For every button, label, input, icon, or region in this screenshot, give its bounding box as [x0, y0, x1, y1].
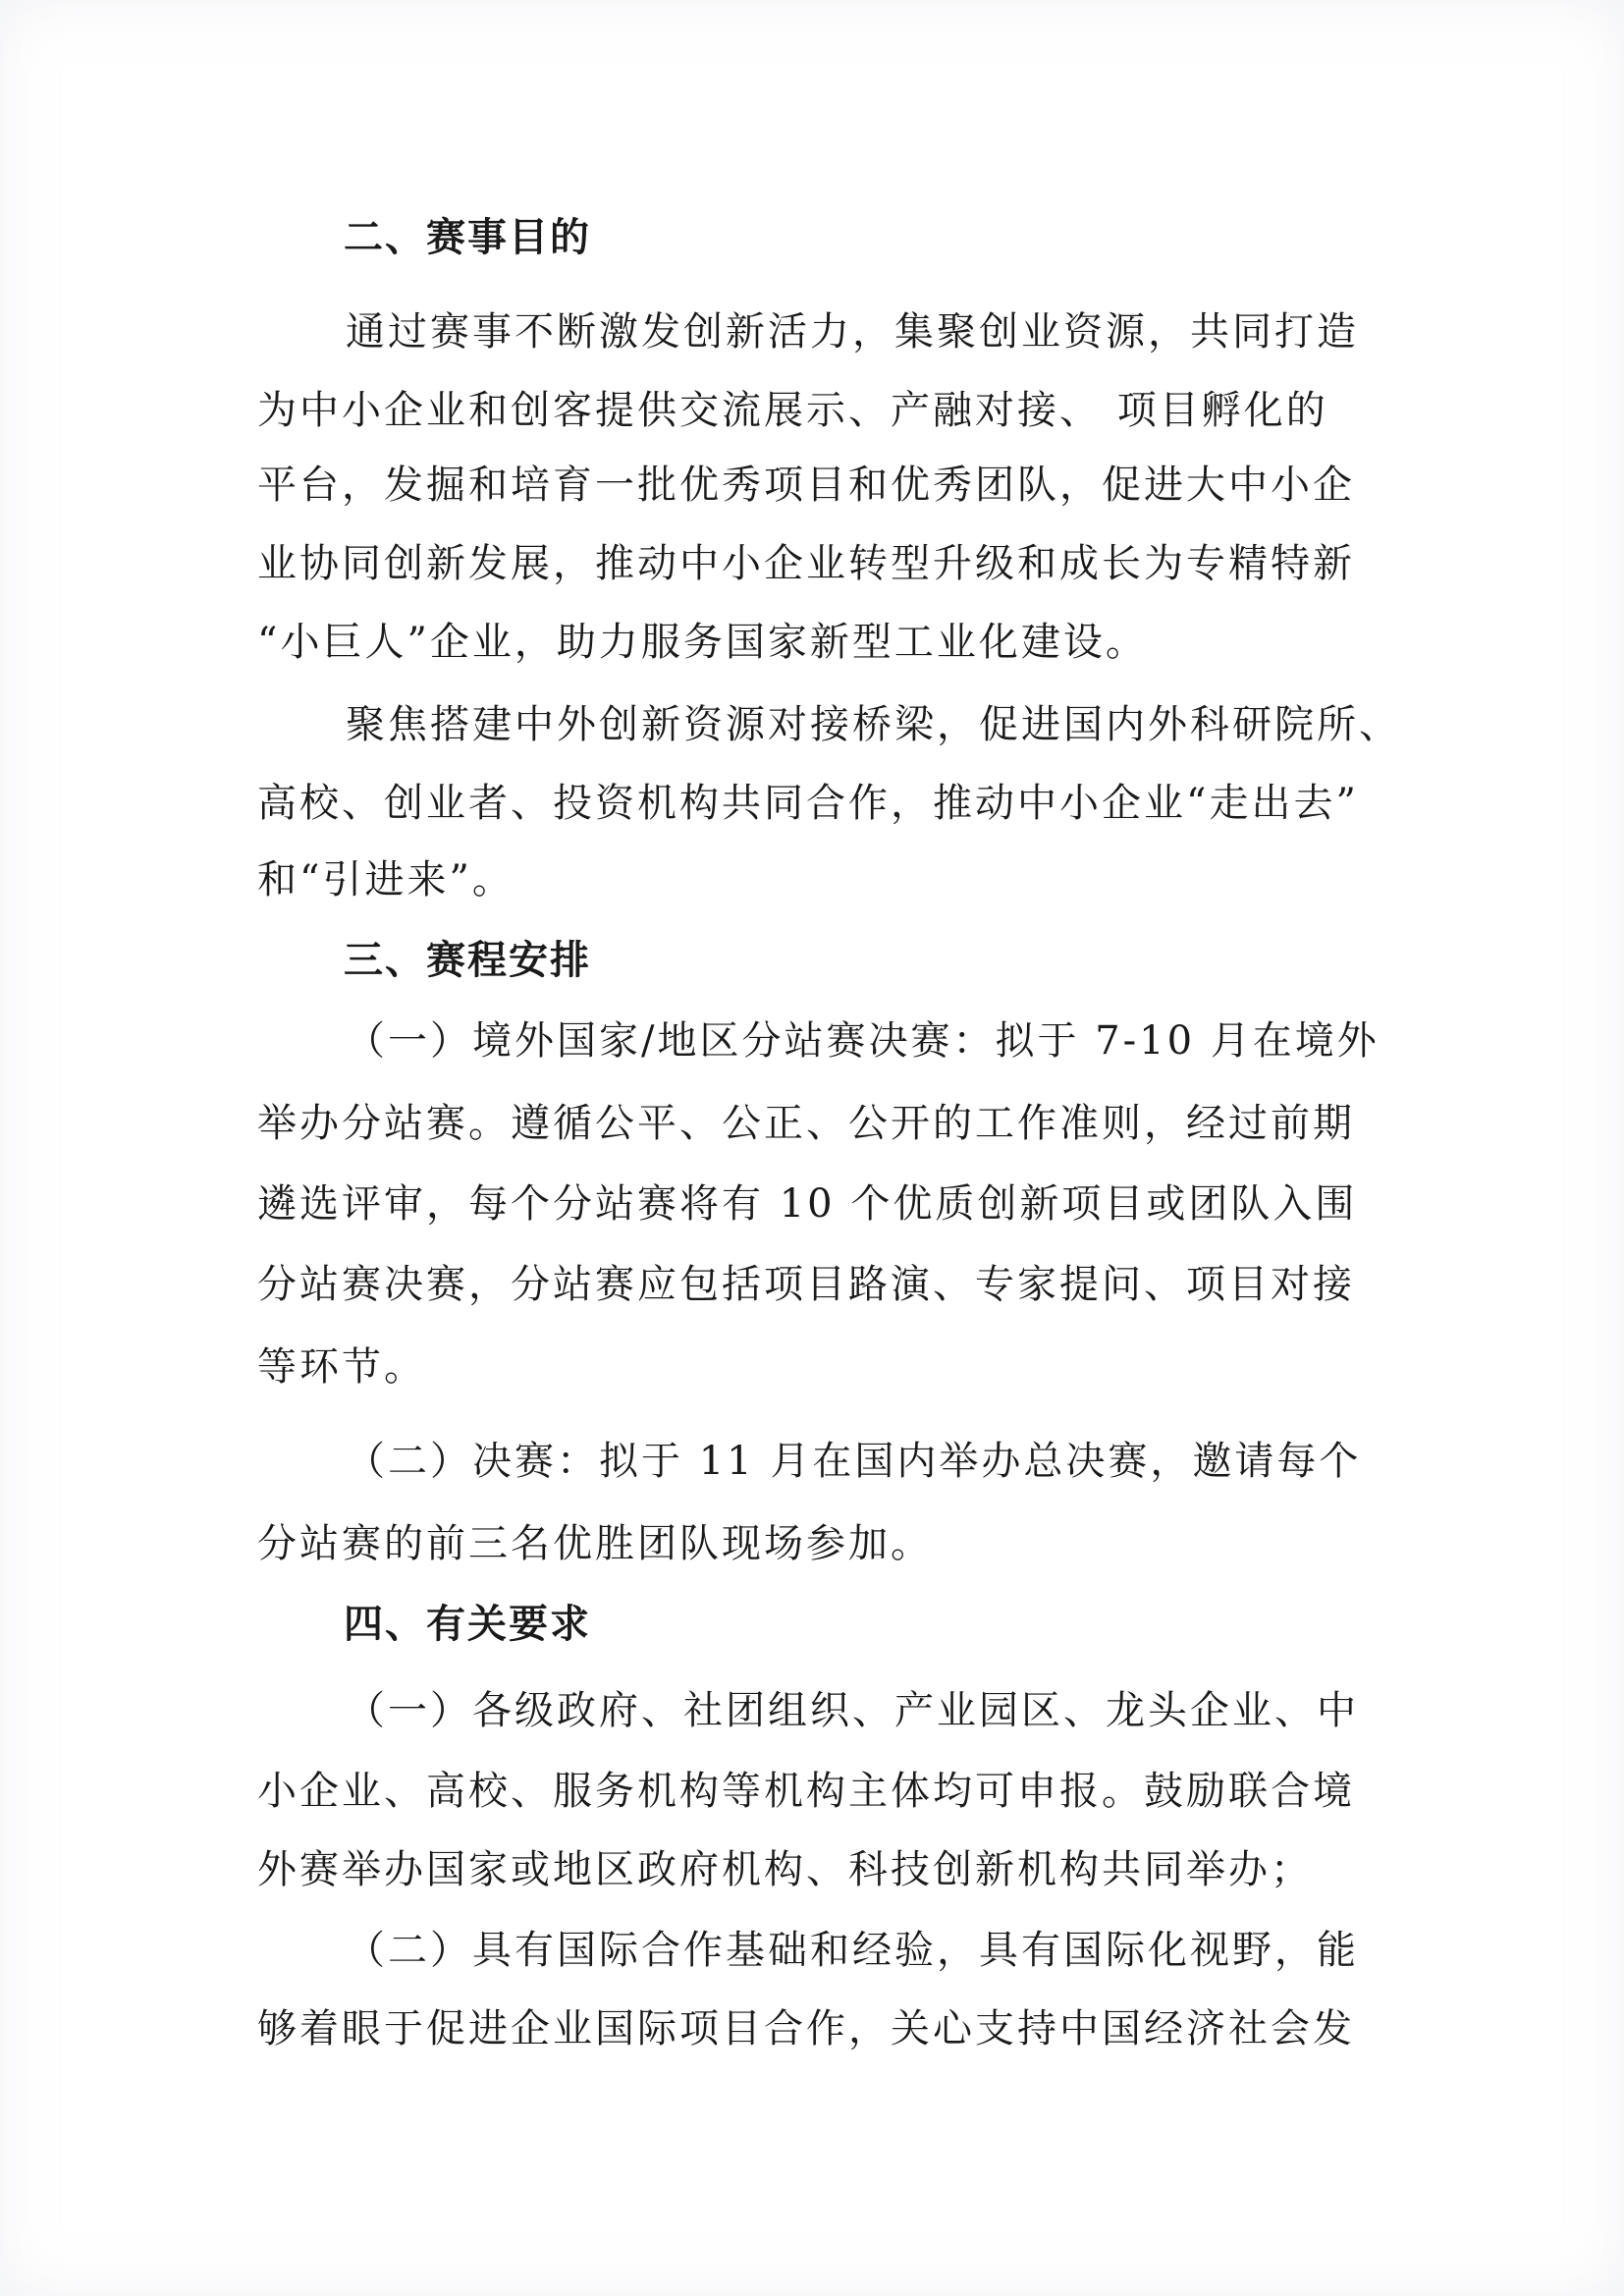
paragraph-line: （二）决赛：拟于 11 月在国内举办总决赛，邀请每个: [346, 1439, 1362, 1484]
paragraph-line: 够着眼于促进企业国际项目合作，关心支持中国经济社会发: [257, 2006, 1355, 2051]
paragraph-line: 高校、创业者、投资机构共同合作，推动中小企业“走出去”: [257, 781, 1359, 826]
section-heading-3: 三、赛程安排: [344, 938, 591, 983]
paragraph-line: 分站赛的前三名优胜团队现场参加。: [257, 1521, 933, 1566]
paragraph-line: 等环节。: [257, 1344, 426, 1390]
paragraph-line: 小企业、高校、服务机构等机构主体均可申报。鼓励联合境: [257, 1769, 1355, 1814]
paragraph-line: 分站赛决赛，分站赛应包括项目路演、专家提问、项目对接: [257, 1262, 1355, 1307]
paragraph-line: 通过赛事不断激发创新活力，集聚创业资源，共同打造: [346, 309, 1359, 355]
section-heading-4: 四、有关要求: [344, 1602, 591, 1647]
paragraph-line: （二）具有国际合作基础和经验，具有国际化视野，能: [346, 1928, 1359, 1973]
paragraph-line: “小巨人”企业，助力服务国家新型工业化建设。: [257, 620, 1148, 665]
paragraph-line: 业协同创新发展，推动中小企业转型升级和成长为专精特新: [257, 541, 1355, 586]
paragraph-line: 平台，发掘和培育一批优秀项目和优秀团队，促进大中小企: [257, 463, 1355, 508]
paragraph-line: 和“引进来”。: [257, 857, 514, 902]
paragraph-line: 举办分站赛。遵循公平、公正、公开的工作准则，经过前期: [257, 1101, 1355, 1146]
section-heading-2: 二、赛事目的: [344, 215, 591, 260]
paragraph-line: （一）各级政府、社团组织、产业园区、龙头企业、中: [346, 1688, 1359, 1733]
paragraph-line: 外赛举办国家或地区政府机构、科技创新机构共同举办；: [257, 1847, 1313, 1892]
paragraph-line: （一）境外国家/地区分站赛决赛：拟于 7-10 月在境外: [346, 1018, 1380, 1064]
paragraph-line: 聚焦搭建中外创新资源对接桥梁，促进国内外科研院所、: [346, 702, 1401, 747]
paragraph-line: 遴选评审，每个分站赛将有 10 个优质创新项目或团队入围: [257, 1181, 1358, 1227]
paragraph-line: 为中小企业和创客提供交流展示、产融对接、 项目孵化的: [257, 388, 1328, 433]
